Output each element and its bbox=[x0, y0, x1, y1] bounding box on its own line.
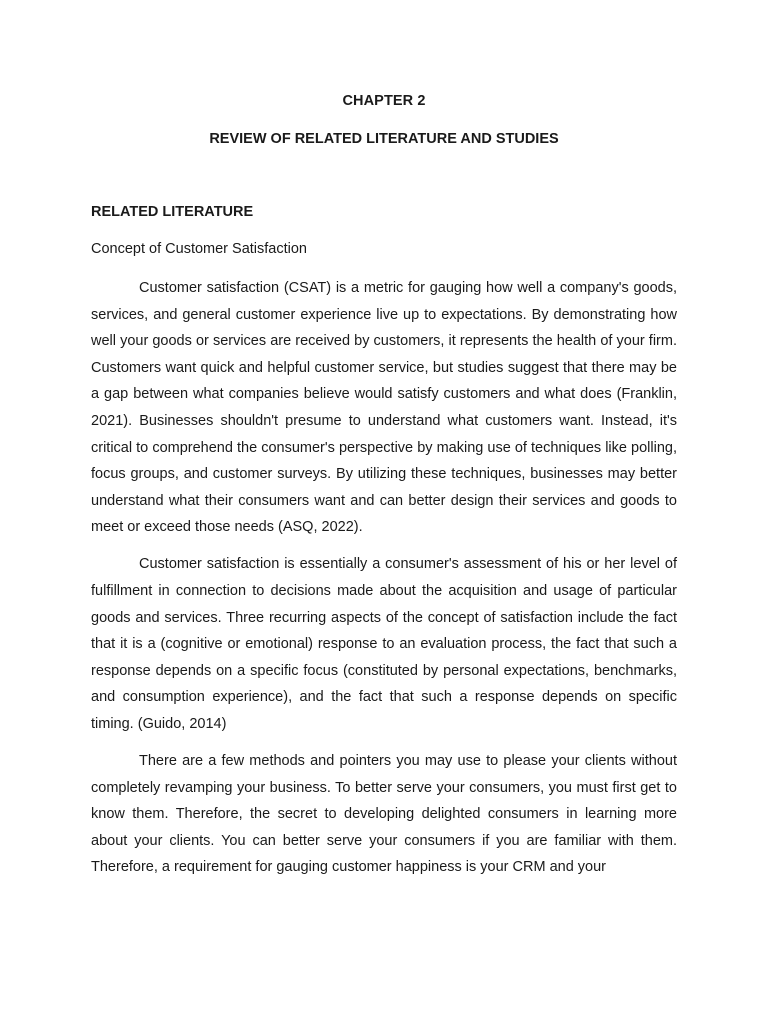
paragraph: Customer satisfaction (CSAT) is a metric for gauging how well a company's goods, services, and general customer experience live up to expectations. By demonstrating how well your goods or services are received by customers, it represents the health of your firm. Customers want quick and helpful customer service, but studies suggest that there may be a gap between what companies believe would satisfy customers and what does (Franklin, 2021). Businesses shouldn't presume to understand what customers want. Instead, it's critical to comprehend the consumer's perspective by making use of techniques like polling, focus groups, and customer surveys. By utilizing these techniques, businesses may better understand what their consumers want and can better design their services and goods to meet or exceed those needs (ASQ, 2022). bbox=[91, 280, 677, 536]
paragraph: There are a few methods and pointers you may use to please your clients without completely revamping your business. To better serve your consumers, you must first get to know them. Therefore, the secret to developing delighted consumers in learning more about your clients. You can better serve your consumers if you are familiar with them. Therefore, a requirement for gauging customer happiness is your CRM and your bbox=[91, 753, 677, 876]
body-text bbox=[91, 275, 677, 892]
paragraph: Customer satisfaction is essentially a consumer's assessment of his or her level of fulfillment in connection to decisions made about the acquisition and usage of particular goods and services. Three recurring aspects of the concept of satisfaction include the fact that it is a (cognitive or emotional) response to an evaluation process, the fact that such a response depends on a specific focus (constituted by personal expectations, benchmarks, and consumption experience), and the fact that such a response depends on specific timing. (Guido, 2014) bbox=[91, 556, 677, 732]
section-heading: RELATED LITERATURE bbox=[91, 204, 254, 220]
chapter-title: REVIEW OF RELATED LITERATURE AND STUDIES bbox=[209, 131, 559, 147]
chapter-number: CHAPTER 2 bbox=[342, 93, 426, 109]
subsection-heading: Concept of Customer Satisfaction bbox=[91, 241, 307, 257]
